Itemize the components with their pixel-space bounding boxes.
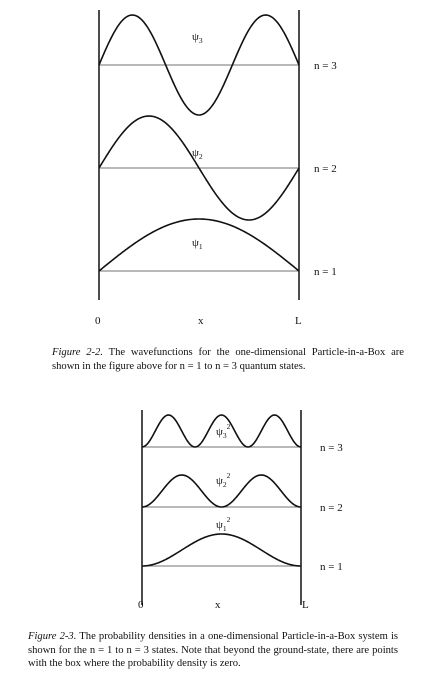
figure-2-3-caption-lead: Figure 2-3.	[28, 631, 77, 642]
figure-2-2-caption-lead: Figure 2-2.	[52, 347, 104, 358]
state-label-n1: n = 1	[314, 266, 337, 278]
figure-2-3	[138, 410, 343, 611]
x-origin-label: 0	[95, 315, 101, 327]
psi2-label: $\psi_2$	[192, 147, 203, 161]
psi1-squared-label: $\psi_1^2$	[216, 515, 231, 533]
psi1-label: $\psi_1$	[192, 237, 203, 251]
figure-2-2	[95, 10, 337, 327]
psi2-squared-label: $\psi_2^2$	[216, 471, 231, 489]
density-n1-curve	[142, 534, 301, 566]
figure-2-3-caption-text: The probability densities in a one-dimensional Particle-in-a-Box system is shown for the n = 1 to n = 3 states. Note that beyond the ground-state, there are points with the box where the probability density is zero.	[28, 631, 399, 669]
state-label-n2: n = 2	[314, 163, 337, 175]
x-axis-label: x	[198, 315, 204, 327]
figure-2-2-caption	[52, 346, 404, 373]
density-state-label-n2: n = 2	[320, 502, 343, 514]
density-x-axis-label: x	[215, 599, 221, 611]
figure-2-2-caption-text: The wavefunctions for the one-dimensional Particle-in-a-Box are shown in the figure above for n = 1 to n = 3 quantum states.	[52, 347, 404, 372]
psi3-squared-label: $\psi_3^2$	[216, 422, 231, 440]
density-state-label-n3: n = 3	[320, 442, 343, 454]
state-label-n3: n = 3	[314, 60, 337, 72]
x-end-label: L	[295, 315, 302, 327]
figure-2-3-caption	[28, 630, 398, 671]
density-state-label-n1: n = 1	[320, 561, 343, 573]
psi3-label: $\psi_3$	[192, 31, 203, 45]
density-x-end-label: L	[302, 599, 309, 611]
density-x-origin-label: 0	[138, 599, 144, 611]
